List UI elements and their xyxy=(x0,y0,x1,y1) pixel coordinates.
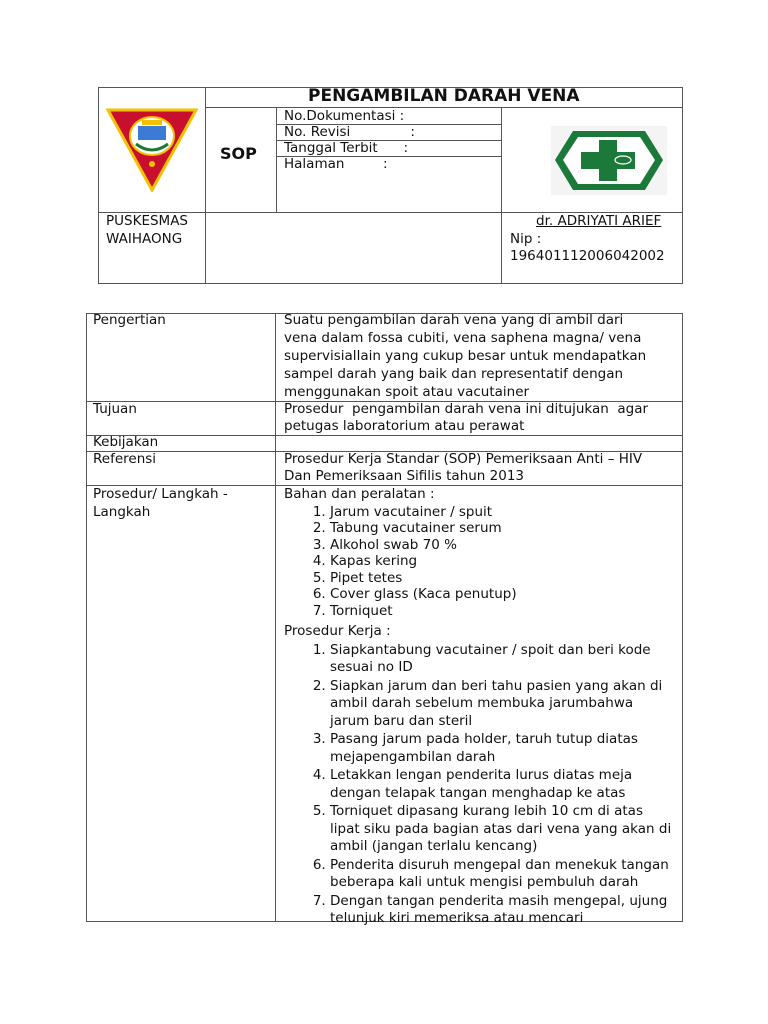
puskesmas-cross-logo xyxy=(551,126,667,195)
pengertian-line: menggunakan spoit atau vacutainer xyxy=(284,384,530,400)
kebijakan-label: Kebijakan xyxy=(93,434,159,450)
list-item: 1. Jarum vacutainer / spuit xyxy=(330,504,676,521)
signer-name: dr. ADRIYATI ARIEF xyxy=(536,213,662,229)
list-item: 5. Torniquet dipasang kurang lebih 10 cm di atas lipat siku pada bagian atas dari vena yang akan di ambil (jangan terlalu kencang) xyxy=(330,803,676,856)
list-item: 6. Cover glass (Kaca penutup) xyxy=(330,586,676,603)
pengertian-line: sampel darah yang baik dan representatif dengan xyxy=(284,366,624,382)
sop-label: SOP xyxy=(220,144,257,163)
regency-emblem-logo xyxy=(106,106,198,192)
field-no-revisi: No. Revisi : xyxy=(284,124,415,140)
pengertian-line: supervisiallain yang cukup besar untuk mendapatkan xyxy=(284,348,647,364)
nip-label: Nip : xyxy=(510,231,542,247)
list-item: 3. Pasang jarum pada holder, taruh tutup diatas mejapengambilan darah xyxy=(330,731,676,766)
referensi-line: Dan Pemeriksaan Sifilis tahun 2013 xyxy=(284,468,525,484)
bahan-heading: Bahan dan peralatan : xyxy=(284,486,435,502)
org-name-line2: WAIHAONG xyxy=(106,231,183,247)
pengertian-label: Pengertian xyxy=(93,312,166,328)
tujuan-label: Tujuan xyxy=(93,401,137,417)
list-item: 2. Tabung vacutainer serum xyxy=(330,520,676,537)
pengertian-text xyxy=(284,312,646,402)
field-halaman: Halaman : xyxy=(284,156,388,172)
document-title: PENGAMBILAN DARAH VENA xyxy=(308,86,580,106)
field-tanggal-terbit: Tanggal Terbit : xyxy=(284,140,409,156)
prosedur-label-line: Prosedur/ Langkah - xyxy=(93,486,228,502)
list-item: 1. Siapkantabung vacutainer / spoit dan beri kode sesuai no ID xyxy=(330,642,676,677)
pengertian-line: vena dalam fossa cubiti, vena saphena magna/ vena xyxy=(284,330,642,346)
referensi-text xyxy=(284,451,642,485)
kerja-list xyxy=(284,642,676,928)
nip-value: 196401112006042002 xyxy=(510,248,665,264)
bahan-list xyxy=(284,504,676,620)
referensi-line: Prosedur Kerja Standar (SOP) Pemeriksaan Anti – HIV xyxy=(284,451,643,467)
list-item: 5. Pipet tetes xyxy=(330,570,676,587)
list-item: 6. Penderita disuruh mengepal dan menekuk tangan beberapa kali untuk mengisi pembuluh darah xyxy=(330,857,676,892)
prosedur-label-line: Langkah xyxy=(93,503,151,520)
prosedur-content xyxy=(284,486,676,929)
list-item: 7. Dengan tangan penderita masih mengepal, ujung telunjuk kiri memeriksa atau mencari xyxy=(330,893,676,928)
list-item: 7. Torniquet xyxy=(330,603,676,620)
list-item: 2. Siapkan jarum dan beri tahu pasien yang akan di ambil darah sebelum membuka jarumbahwa jarum baru dan steril xyxy=(330,678,676,731)
pengertian-line: Suatu pengambilan darah vena yang di ambil dari xyxy=(284,312,624,328)
referensi-label: Referensi xyxy=(93,451,157,467)
field-no-dokumentasi: No.Dokumentasi : xyxy=(284,108,405,124)
tujuan-text xyxy=(284,401,648,435)
kerja-heading: Prosedur Kerja : xyxy=(284,623,391,639)
prosedur-label xyxy=(93,486,228,521)
tujuan-line: Prosedur pengambilan darah vena ini ditujukan agar xyxy=(284,401,649,417)
tujuan-line: petugas laboratorium atau perawat xyxy=(284,418,525,434)
org-name-line1: PUSKESMAS xyxy=(106,213,188,229)
list-item: 4. Letakkan lengan penderita lurus diatas meja dengan telapak tangan menghadap ke atas xyxy=(330,767,676,802)
list-item: 3. Alkohol swab 70 % xyxy=(330,537,676,554)
list-item: 4. Kapas kering xyxy=(330,553,676,570)
